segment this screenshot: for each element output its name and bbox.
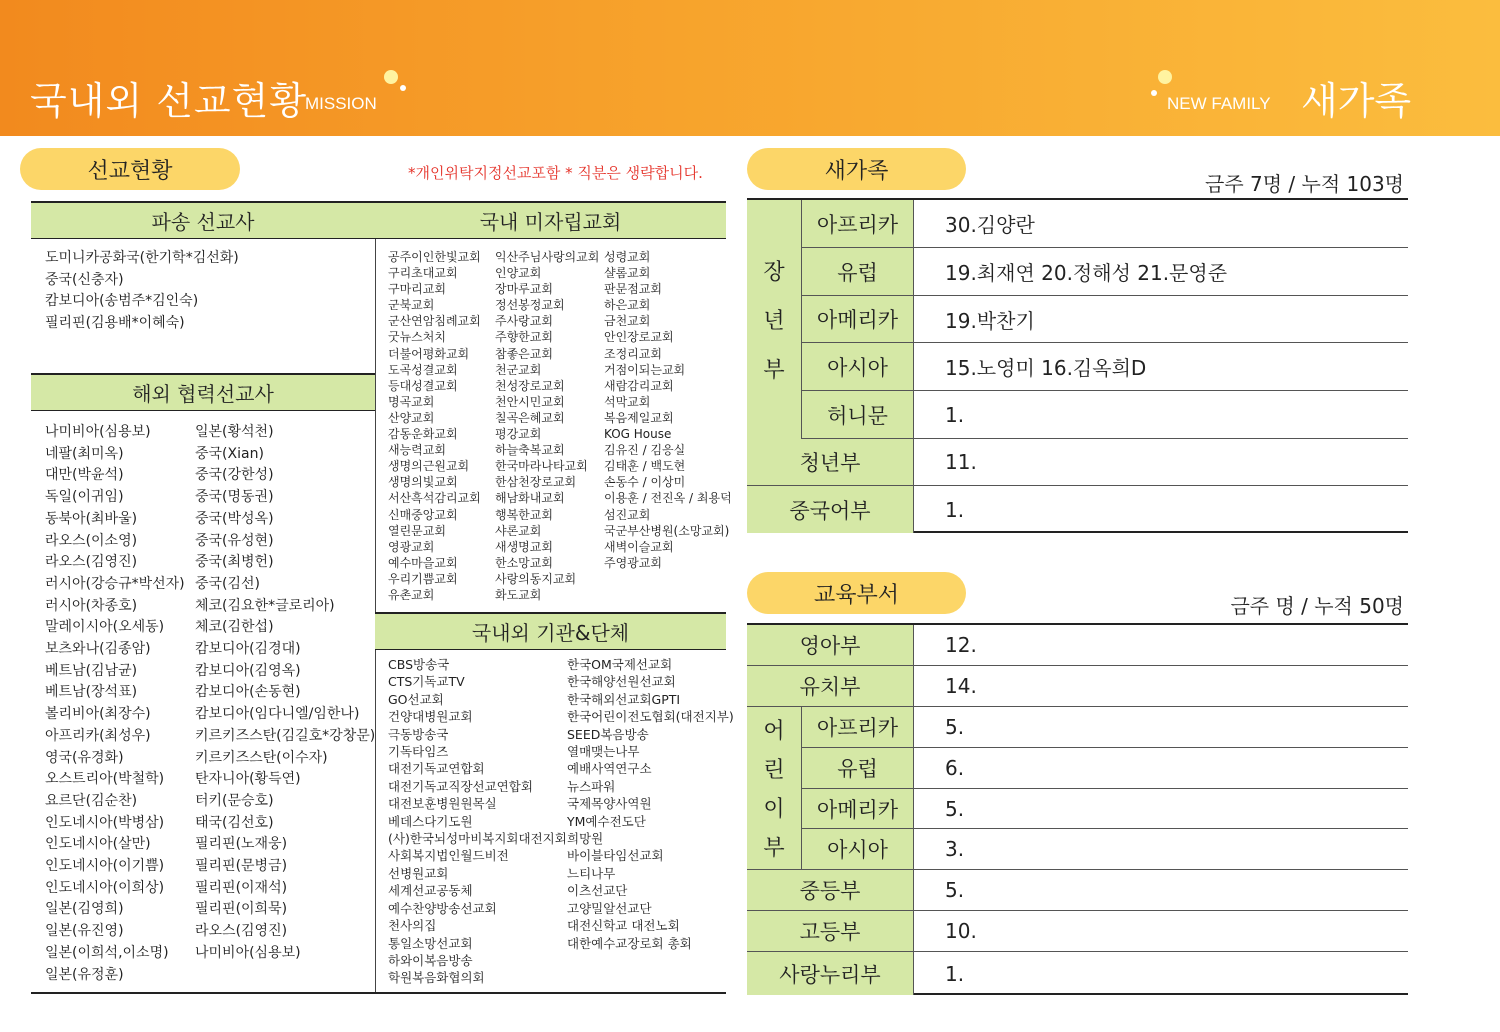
list-item: 샬롬교회 (604, 266, 651, 281)
list-item: 베트남(김남균) (45, 662, 138, 679)
list-item: 나미비아(심용보) (195, 944, 301, 961)
list-item: 예배사역연구소 (567, 761, 652, 777)
domestic-churches-header: 국내 미자립교회 (375, 201, 726, 239)
list-item: 아프리카(최성우) (45, 727, 151, 744)
list-item: 바이블타임선교회 (567, 848, 664, 864)
value-cell: 5. (945, 715, 965, 739)
list-item: 통일소망선교회 (388, 935, 473, 951)
list-item: 극동방송국 (388, 726, 449, 742)
decor-dot-icon (384, 70, 398, 84)
list-item: 화도교회 (495, 587, 542, 602)
new-family-table (747, 198, 1408, 533)
list-item: 한국해양선원선교회 (567, 674, 676, 690)
list-item: KOG House (604, 427, 672, 442)
value-cell: 11. (945, 450, 977, 474)
list-item: 이용훈 / 전진옥 / 최용덕 (604, 491, 732, 506)
list-item: 러시아(강승규*박선자) (45, 575, 185, 592)
list-item: 학원복음화협의회 (388, 970, 485, 986)
list-item: 석막교회 (604, 394, 651, 409)
decor-dot-icon (1151, 90, 1157, 96)
list-item: 구리초대교회 (388, 266, 458, 281)
list-item: 영국(유경화) (45, 749, 124, 766)
list-item: 장마루교회 (495, 282, 553, 297)
list-item: 건양대병원교회 (388, 709, 473, 725)
table-row (747, 486, 1408, 533)
value-cell: 10. (945, 919, 977, 943)
list-item: 예수찬양방송선교회 (388, 900, 497, 916)
list-item: 하와이복음방송 (388, 952, 473, 968)
category-cell: 아프리카 (802, 707, 914, 747)
list-item: 사회복지법인월드비전 (388, 848, 509, 864)
list-item: 도미니카공화국(한기학*김선화) (45, 250, 239, 266)
list-item: 일본(유정훈) (45, 966, 124, 983)
children-group-label: 어 린 이 부 (747, 707, 802, 870)
list-item: 탄자니아(황득연) (195, 771, 301, 788)
list-item: 중국(최병헌) (195, 554, 274, 571)
list-item: 말레이시아(오세동) (45, 619, 165, 636)
list-item: 열린문교회 (388, 523, 446, 538)
list-item: 조정리교회 (604, 346, 662, 361)
list-item: 필리핀(김용배*이혜숙) (45, 315, 185, 332)
list-item: 명곡교회 (388, 394, 435, 409)
list-item: 일본(김영희) (45, 901, 124, 918)
list-item: 라오스(김영진) (195, 923, 288, 940)
table-row (802, 343, 1408, 391)
value-cell: 12. (945, 633, 977, 657)
list-item: 키르키즈스탄(이수자) (195, 749, 328, 766)
list-item: 천사의집 (388, 918, 437, 934)
list-item: 중국(유성현) (195, 532, 274, 549)
list-item: 천안시민교회 (495, 394, 565, 409)
table-row (747, 870, 1408, 911)
list-item: 한국어린이전도협회(대전지부) (567, 709, 734, 725)
young-adult-group-label: 장 년 부 (747, 200, 802, 439)
list-item: 손동수 / 이상미 (604, 475, 686, 490)
value-cell: 1. (945, 402, 965, 427)
value-cell: 19.박찬기 (945, 308, 1035, 333)
table-row (802, 391, 1408, 439)
value-cell: 14. (945, 674, 977, 698)
table-row (802, 248, 1408, 296)
value-cell: 5. (945, 796, 965, 821)
decor-dot-icon (1158, 70, 1172, 84)
list-item: 감동운화교회 (388, 427, 458, 442)
category-cell: 아시아 (802, 829, 914, 869)
list-item: 인도네시아(박병삼) (45, 814, 165, 831)
list-item: 베데스다기도원 (388, 813, 473, 829)
list-item: 대전기독교연합회 (388, 761, 485, 777)
category-cell: 영아부 (747, 625, 914, 665)
value-cell: 3. (945, 837, 965, 861)
list-item: 희망원 (567, 831, 604, 847)
list-item: 중국(신충자) (45, 271, 124, 288)
list-item: 섬진교회 (604, 507, 651, 522)
list-item: 구마리교회 (388, 282, 446, 297)
list-item: 세계선교공동체 (388, 883, 473, 899)
list-item: 평강교회 (495, 427, 542, 442)
value-cell: 30.김양란 (945, 213, 1035, 237)
list-item: 캄보디아(김영옥) (195, 662, 301, 679)
list-item: 네팔(최미옥) (45, 445, 124, 462)
list-item: 한국OM국제선교회 (567, 657, 673, 672)
category-cell: 아프리카 (802, 200, 914, 247)
list-item: 느티나무 (567, 865, 616, 881)
list-item: 일본(황석천) (195, 424, 274, 440)
list-item: 주사랑교회 (495, 314, 553, 329)
value-cell: 1. (945, 961, 965, 986)
mission-header-subtitle: MISSION (305, 94, 377, 113)
category-cell: 고등부 (747, 911, 914, 951)
list-item: 중국(Xian) (195, 445, 264, 462)
list-item: 오스트리아(박철학) (45, 771, 165, 788)
new-family-header-subtitle: NEW FAMILY (1167, 94, 1271, 113)
list-item: 터키(문승호) (195, 792, 274, 809)
partner-missionaries-header: 해외 협력선교사 (31, 373, 375, 411)
list-item: 라오스(이소영) (45, 532, 138, 549)
list-item: 한국해외선교회GPTI (567, 691, 681, 707)
domestic-churches-list-col2 (495, 249, 599, 603)
list-item: 대전보훈병원원목실 (388, 796, 497, 812)
list-item: 필리핀(이재석) (195, 879, 288, 896)
list-item: 중국(박성옥) (195, 510, 274, 527)
table-row (802, 200, 1408, 248)
table-row (747, 952, 1408, 995)
list-item: 요르단(김순찬) (45, 792, 138, 809)
list-item: 더불어평화교회 (388, 346, 470, 361)
list-item: 등대성결교회 (388, 378, 458, 393)
list-item: 해남화내교회 (495, 491, 565, 506)
mission-header-title: 국내외 선교현황 (30, 79, 308, 123)
list-item: 베트남(장석표) (45, 684, 138, 701)
list-item: 영광교회 (388, 539, 435, 554)
list-item: 국군부산병원(소망교회) (604, 523, 730, 538)
list-item: 칠곡은혜교회 (495, 410, 565, 425)
mission-section-pill: 선교현황 (20, 148, 240, 190)
table-row (802, 829, 1408, 870)
list-item: 체코(김요한*글로리아) (195, 597, 335, 614)
list-item: 열매맺는나무 (567, 744, 640, 760)
list-item: YM예수전도단 (567, 813, 646, 829)
list-item: 독일(이귀임) (45, 489, 124, 506)
list-item: 공주이인한빛교회 (388, 250, 481, 264)
domestic-churches-list-col3 (604, 249, 732, 571)
mission-bottom-rule (31, 992, 726, 994)
list-item: 인양교회 (495, 266, 542, 281)
list-item: 키르키즈스탄(김길호*강창문) (195, 727, 376, 744)
list-item: 체코(김한섭) (195, 619, 274, 636)
list-item: 예수마을교회 (388, 555, 458, 570)
list-item: 유촌교회 (388, 587, 435, 602)
list-item: 대한예수교장로회 총회 (567, 935, 692, 951)
list-item: 캄보디아(송범주*김인숙) (45, 293, 199, 310)
list-item: 필리핀(이희묵) (195, 901, 288, 918)
category-cell: 유럽 (802, 748, 914, 788)
table-row (802, 296, 1408, 343)
list-item: 판문점교회 (604, 282, 662, 297)
list-item: 캄보디아(임다니엘/임한나) (195, 706, 360, 723)
list-item: 일본(이희석,이소명) (45, 944, 169, 961)
category-cell: 사랑누리부 (747, 952, 914, 995)
value-cell: 1. (945, 497, 965, 522)
list-item: 정선봉정교회 (495, 298, 565, 313)
list-item: 일본(유진영) (45, 923, 124, 940)
list-item: 러시아(차종호) (45, 597, 138, 614)
category-cell: 중등부 (747, 870, 914, 910)
list-item: 신매중앙교회 (388, 507, 458, 522)
value-cell: 5. (945, 878, 965, 902)
list-item: 태국(김선호) (195, 814, 274, 831)
list-item: 고양밀알선교단 (567, 900, 652, 916)
list-item: 중국(명동권) (195, 489, 274, 506)
list-item: 대만(박윤석) (45, 467, 124, 484)
dispatched-missionaries-list (45, 248, 239, 335)
category-cell: 유치부 (747, 666, 914, 706)
list-item: CTS기독교TV (388, 674, 465, 690)
list-item: 굿뉴스처치 (388, 330, 446, 345)
list-item: SEED복음방송 (567, 726, 649, 742)
list-item: 볼리비아(최장수) (45, 706, 151, 723)
value-cell: 19.최재연 20.정해성 21.문영준 (945, 261, 1228, 285)
list-item: 뉴스파워 (567, 778, 616, 794)
list-item: 동북아(최바울) (45, 510, 138, 527)
category-cell: 청년부 (747, 439, 914, 485)
list-item: 이츠선교단 (567, 883, 628, 899)
list-item: 새벽이슬교회 (604, 539, 674, 554)
list-item: 라오스(김영진) (45, 554, 138, 571)
table-row (747, 666, 1408, 707)
page-header (0, 0, 1500, 136)
partner-missionaries-list-col1 (45, 422, 185, 986)
list-item: 군북교회 (388, 298, 435, 313)
list-item: 하늘축복교회 (495, 443, 565, 458)
list-item: 서산흑석감리교회 (388, 491, 481, 506)
list-item: 중국(강한성) (195, 467, 274, 484)
list-item: 김태훈 / 백도현 (604, 459, 686, 474)
list-item: 거점이되는교회 (604, 362, 686, 377)
list-item: 한삼천장로교회 (495, 475, 577, 490)
list-item: 김유진 / 김응실 (604, 443, 686, 458)
new-family-count: 금주 7명 / 누적 103명 (1205, 172, 1404, 196)
value-cell: 6. (945, 756, 965, 780)
list-item: 나미비아(심용보) (45, 424, 151, 440)
partner-missionaries-list-col2 (195, 422, 375, 965)
list-item: 사랑의동지교회 (495, 571, 577, 586)
list-item: 군산연암침례교회 (388, 314, 481, 329)
list-item: 대전신학교 대전노회 (567, 918, 680, 934)
list-item: 성령교회 (604, 250, 651, 264)
category-cell: 아시아 (802, 343, 914, 390)
education-count: 금주 명 / 누적 50명 (1230, 594, 1404, 618)
list-item: 인도네시아(살만) (45, 836, 151, 853)
list-item: 인도네시아(이희상) (45, 879, 165, 896)
list-item: 국제목양사역원 (567, 796, 652, 812)
list-item: 보츠와나(김종암) (45, 641, 151, 658)
table-row (802, 748, 1408, 789)
list-item: 산양교회 (388, 410, 435, 425)
decor-dot-icon (400, 85, 406, 91)
new-family-header-title: 새가족 (1301, 79, 1412, 123)
list-item: 새생명교회 (495, 539, 553, 554)
list-item: 캄보디아(손동현) (195, 684, 301, 701)
list-item: 대전기독교직장선교연합회 (388, 778, 533, 794)
category-cell: 아메리카 (802, 296, 914, 342)
list-item: 도곡성결교회 (388, 362, 458, 377)
list-item: 생명의빛교회 (388, 475, 458, 490)
category-cell: 허니문 (802, 391, 914, 438)
value-cell: 15.노영미 16.김옥희D (945, 356, 1147, 380)
institutions-list-col1 (388, 656, 567, 987)
category-cell: 아메리카 (802, 789, 914, 828)
education-section-pill: 교육부서 (747, 572, 966, 614)
list-item: 캄보디아(김경대) (195, 641, 301, 658)
table-row (802, 707, 1408, 748)
education-table (747, 623, 1408, 995)
list-item: 익산주님사랑의교회 (495, 250, 600, 264)
institutions-header: 국내외 기관&단체 (375, 612, 726, 650)
list-item: 필리핀(문병금) (195, 858, 288, 875)
list-item: 천성장로교회 (495, 378, 565, 393)
list-item: 안인장로교회 (604, 330, 674, 345)
table-row (747, 911, 1408, 952)
list-item: 주영광교회 (604, 555, 662, 570)
list-item: 한국마라나타교회 (495, 459, 588, 474)
list-item: 참좋은교회 (495, 346, 553, 361)
domestic-churches-list-col1 (388, 249, 481, 603)
dispatched-missionaries-header: 파송 선교사 (31, 201, 375, 239)
list-item: 인도네시아(이기쁨) (45, 858, 165, 875)
new-family-section-pill: 새가족 (747, 148, 966, 190)
list-item: 선병원교회 (388, 865, 449, 881)
list-item: (사)한국뇌성마비복지회대전지회 (388, 831, 567, 847)
category-cell: 중국어부 (747, 486, 914, 533)
category-cell: 유럽 (802, 248, 914, 295)
list-item: 한소망교회 (495, 555, 553, 570)
list-item: 천군교회 (495, 362, 542, 377)
mission-note: *개인위탁지정선교포함 * 직분은 생략합니다. (408, 164, 703, 182)
list-item: 기독타임즈 (388, 744, 449, 760)
table-row (747, 439, 1408, 486)
list-item: 생명의근원교회 (388, 459, 470, 474)
list-item: 주향한교회 (495, 330, 553, 345)
list-item: 복음제일교회 (604, 410, 674, 425)
table-row (747, 625, 1408, 666)
list-item: 금천교회 (604, 314, 651, 329)
list-item: 필리핀(노재웅) (195, 836, 288, 853)
list-item: GO선교회 (388, 691, 444, 707)
list-item: 새람감리교회 (604, 378, 674, 393)
list-item: 새능력교회 (388, 443, 446, 458)
list-item: 우리기쁨교회 (388, 571, 458, 586)
list-item: 하은교회 (604, 298, 651, 313)
list-item: CBS방송국 (388, 657, 450, 672)
list-item: 행복한교회 (495, 507, 553, 522)
table-row (802, 789, 1408, 829)
institutions-list-col2 (567, 656, 734, 952)
list-item: 샤론교회 (495, 523, 542, 538)
list-item: 중국(김선) (195, 575, 261, 592)
